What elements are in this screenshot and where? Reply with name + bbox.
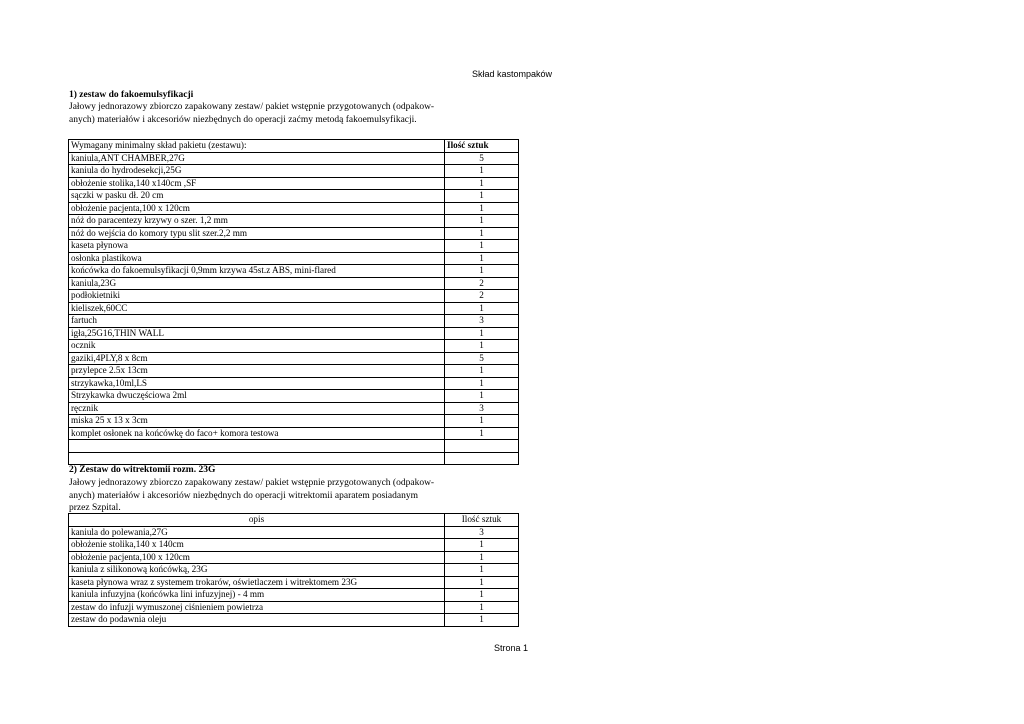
item-name-cell: końcówka do fakoemulsyfikacji 0,9mm krzywa 45st.z ABS, mini-flared xyxy=(69,265,445,278)
item-quantity-cell: 1 xyxy=(445,415,519,428)
table-row xyxy=(69,290,519,303)
item-quantity-cell: 3 xyxy=(445,402,519,415)
item-name-cell: podłokietniki xyxy=(69,290,445,303)
item-name-cell: kaniula,ANT CHAMBER,27G xyxy=(69,152,445,165)
item-name-cell: fartuch xyxy=(69,315,445,328)
item-name-cell xyxy=(69,440,445,453)
item-name-cell: osłonka plastikowa xyxy=(69,252,445,265)
section1-desc-line: Jałowy jednorazowy zbiorczo zapakowany zestaw/ pakiet wstępnie przygotowanych (odpakow- xyxy=(69,102,435,112)
item-name-cell: komplet osłonek na końcówkę do faco+ komora testowa xyxy=(69,427,445,440)
section2-title: 2) Zestaw do witrektomii rozm. 23G xyxy=(69,465,216,475)
item-quantity-cell: 2 xyxy=(445,290,519,303)
table-row xyxy=(69,539,519,552)
section1-table xyxy=(68,139,519,465)
table-row xyxy=(69,551,519,564)
item-name-cell: obłożenie pacjenta,100 x 120cm xyxy=(69,202,445,215)
header-title: Skład kastompaków xyxy=(472,69,553,79)
item-name-cell: kaniula z silikonową końcówką, 23G xyxy=(69,564,445,577)
item-name-cell: zestaw do podawnia oleju xyxy=(69,614,445,627)
table-row xyxy=(69,402,519,415)
item-name-cell: zestaw do infuzji wymuszonej ciśnieniem powietrza xyxy=(69,601,445,614)
item-name-cell: igła,25G16,THIN WALL xyxy=(69,327,445,340)
item-name-cell: miska 25 x 13 x 3cm xyxy=(69,415,445,428)
table-row xyxy=(69,440,519,453)
table-row xyxy=(69,601,519,614)
section2-desc-line: przez Szpital. xyxy=(69,503,121,513)
item-name-cell: nóż do wejścia do komory typu slit szer.2,2 mm xyxy=(69,227,445,240)
item-name-cell: kaniula do polewania,27G xyxy=(69,526,445,539)
table-row xyxy=(69,152,519,165)
item-quantity-cell: 1 xyxy=(445,551,519,564)
item-name-cell: przylepce 2.5x 13cm xyxy=(69,365,445,378)
table-row xyxy=(69,452,519,465)
table-row xyxy=(69,277,519,290)
table-row xyxy=(69,202,519,215)
item-quantity-cell: 1 xyxy=(445,614,519,627)
item-quantity-cell: 1 xyxy=(445,589,519,602)
table-row xyxy=(69,589,519,602)
item-quantity-cell: 1 xyxy=(445,539,519,552)
table-row xyxy=(69,614,519,627)
table-row xyxy=(69,365,519,378)
item-quantity-cell xyxy=(445,440,519,453)
table-row xyxy=(69,390,519,403)
section2-desc-line: Jałowy jednorazowy zbiorczo zapakowany zestaw/ pakiet wstępnie przygotowanych (odpakow- xyxy=(69,478,435,488)
item-quantity-cell: 3 xyxy=(445,526,519,539)
table-row xyxy=(69,302,519,315)
item-quantity-cell: 5 xyxy=(445,352,519,365)
table-row xyxy=(69,340,519,353)
item-quantity-cell: 1 xyxy=(445,390,519,403)
item-quantity-cell: 1 xyxy=(445,165,519,178)
section2-desc-line: anych) materiałów i akcesoriów niezbędnych do operacji witrektomii aparatem posiadanym xyxy=(69,490,418,501)
table-row xyxy=(69,315,519,328)
item-name-cell: kieliszek,60CC xyxy=(69,302,445,315)
item-name-cell: kaseta płynowa xyxy=(69,240,445,253)
item-name-cell: strzykawka,10ml,LS xyxy=(69,377,445,390)
item-quantity-cell: 1 xyxy=(445,215,519,228)
item-quantity-cell: 1 xyxy=(445,265,519,278)
table-row xyxy=(69,427,519,440)
item-quantity-cell xyxy=(445,452,519,465)
item-quantity-cell: 2 xyxy=(445,277,519,290)
item-quantity-cell: 1 xyxy=(445,564,519,577)
item-name-cell: obłożenie stolika,140 x140cm ,SF xyxy=(69,177,445,190)
table-header-row xyxy=(69,140,519,153)
item-quantity-cell: 1 xyxy=(445,177,519,190)
table-row xyxy=(69,215,519,228)
item-quantity-cell: 1 xyxy=(445,601,519,614)
table-row xyxy=(69,352,519,365)
item-quantity-cell: 1 xyxy=(445,302,519,315)
item-name-cell: kaniula infuzyjna (końcówka lini infuzyjnej) - 4 mm xyxy=(69,589,445,602)
table-row xyxy=(69,165,519,178)
item-quantity-cell: 1 xyxy=(445,365,519,378)
item-quantity-cell: 1 xyxy=(445,202,519,215)
item-name-cell: gaziki,4PLY,8 x 8cm xyxy=(69,352,445,365)
column-header-quantity: Ilość sztuk xyxy=(445,140,519,153)
item-name-cell: obłożenie pacjenta,100 x 120cm xyxy=(69,551,445,564)
item-quantity-cell: 1 xyxy=(445,190,519,203)
item-name-cell: ręcznik xyxy=(69,402,445,415)
table-row xyxy=(69,265,519,278)
section2-description xyxy=(69,477,459,515)
item-quantity-cell: 1 xyxy=(445,576,519,589)
item-quantity-cell: 1 xyxy=(445,340,519,353)
item-name-cell: nóż do paracentezy krzywy o szer. 1,2 mm xyxy=(69,215,445,228)
table-row xyxy=(69,190,519,203)
page-number: Strona 1 xyxy=(494,643,529,653)
item-name-cell: obłożenie stolika,140 x 140cm xyxy=(69,539,445,552)
column-header-composition: Wymagany minimalny skład pakietu (zestawu): xyxy=(69,140,445,153)
section1-title: 1) zestaw do fakoemulsyfikacji xyxy=(69,90,194,100)
table-row xyxy=(69,377,519,390)
section2-table xyxy=(68,513,519,627)
item-quantity-cell: 1 xyxy=(445,327,519,340)
table-row xyxy=(69,227,519,240)
table-header-row xyxy=(69,514,519,527)
item-name-cell xyxy=(69,452,445,465)
item-name-cell: Strzykawka dwuczęściowa 2ml xyxy=(69,390,445,403)
item-quantity-cell: 1 xyxy=(445,227,519,240)
item-quantity-cell: 3 xyxy=(445,315,519,328)
item-quantity-cell: 1 xyxy=(445,377,519,390)
item-quantity-cell: 1 xyxy=(445,427,519,440)
item-name-cell: ocznik xyxy=(69,340,445,353)
section1-description xyxy=(69,101,459,126)
table-row xyxy=(69,240,519,253)
table-row xyxy=(69,564,519,577)
item-quantity-cell: 1 xyxy=(445,252,519,265)
column-header-quantity: Ilość sztuk xyxy=(445,514,519,527)
item-name-cell: kaseta płynowa wraz z systemem trokarów, oświetlaczem i witrektomem 23G xyxy=(69,576,445,589)
table-row xyxy=(69,252,519,265)
table-row xyxy=(69,415,519,428)
item-name-cell: sączki w pasku dł. 20 cm xyxy=(69,190,445,203)
table-row xyxy=(69,526,519,539)
item-name-cell: kaniula do hydrodesekcji,25G xyxy=(69,165,445,178)
section1-desc-line: anych) materiałów i akcesoriów niezbędnych do operacji zaćmy metodą fakoemulsyfikacji. xyxy=(69,114,417,125)
table-row xyxy=(69,177,519,190)
item-quantity-cell: 5 xyxy=(445,152,519,165)
column-header-description: opis xyxy=(69,514,445,527)
table-row xyxy=(69,327,519,340)
item-quantity-cell: 1 xyxy=(445,240,519,253)
table-row xyxy=(69,576,519,589)
item-name-cell: kaniula,23G xyxy=(69,277,445,290)
